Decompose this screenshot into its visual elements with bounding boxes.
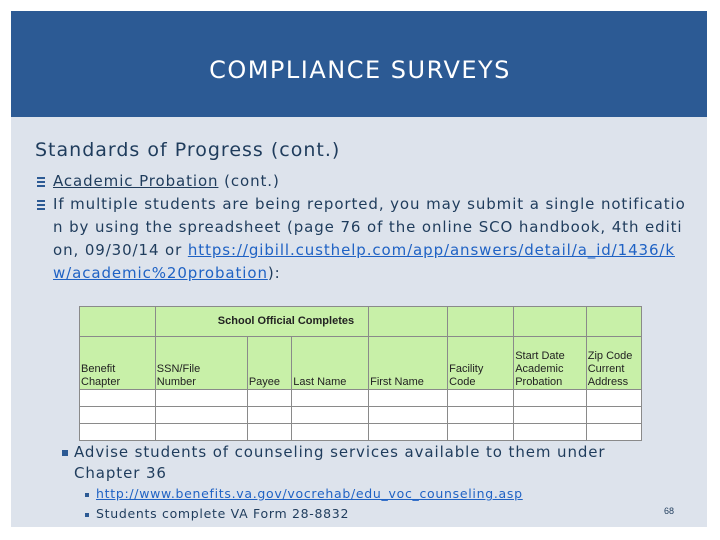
bullet-multiple-students: [53, 193, 688, 285]
gibill-link[interactable]: https://gibill.custhelp.com/app/answers/detail/a_id/1436/kw/academic%20probation: [53, 241, 675, 282]
slide-subtitle: Standards of Progress (cont.): [35, 139, 341, 161]
page-number: 68: [664, 506, 675, 516]
group-header-school-official: School Official Completes: [155, 307, 368, 337]
column-header: Facility Code: [448, 337, 514, 390]
column-header: First Name: [369, 337, 448, 390]
sub-sub-bullet-icon: [85, 493, 89, 497]
column-header: SSN/File Number: [155, 337, 247, 390]
column-header: Payee: [247, 337, 291, 390]
slide-title: COMPLIANCE SURVEYS: [209, 56, 511, 84]
column-header: Last Name: [292, 337, 369, 390]
table-row: [80, 390, 642, 407]
sub-bullet-icon: [62, 450, 68, 456]
bullet-icon: [37, 200, 45, 210]
bullet-icon: [37, 177, 45, 187]
va-form-text: Students complete VA Form 28-8832: [96, 506, 350, 521]
counseling-link[interactable]: http://www.benefits.va.gov/vocrehab/edu_voc_counseling.asp: [96, 486, 523, 501]
academic-probation-suffix: (cont.): [218, 172, 280, 190]
sub-bullet-counseling: Advise students of counseling services available to them under Chapter 36: [74, 443, 606, 482]
column-header: Zip Code Current Address: [586, 337, 641, 390]
academic-probation-label: Academic Probation: [53, 172, 219, 190]
spreadsheet-table: [79, 306, 642, 441]
bullet-academic-probation: [53, 170, 280, 193]
table-row: [80, 407, 642, 424]
table-row: [80, 424, 642, 441]
bullet-multiple-end: ):: [267, 264, 281, 282]
column-header: Start Date Academic Probation: [514, 337, 587, 390]
sub-sub-bullet-icon: [85, 513, 89, 517]
bullet-multiple-text: If multiple students are being reported, you may submit a single notification by using the spreadsheet (page 76 of the online SCO handbook, 4th edition, 09/30/14 or: [53, 195, 686, 259]
column-header: Benefit Chapter: [80, 337, 156, 390]
